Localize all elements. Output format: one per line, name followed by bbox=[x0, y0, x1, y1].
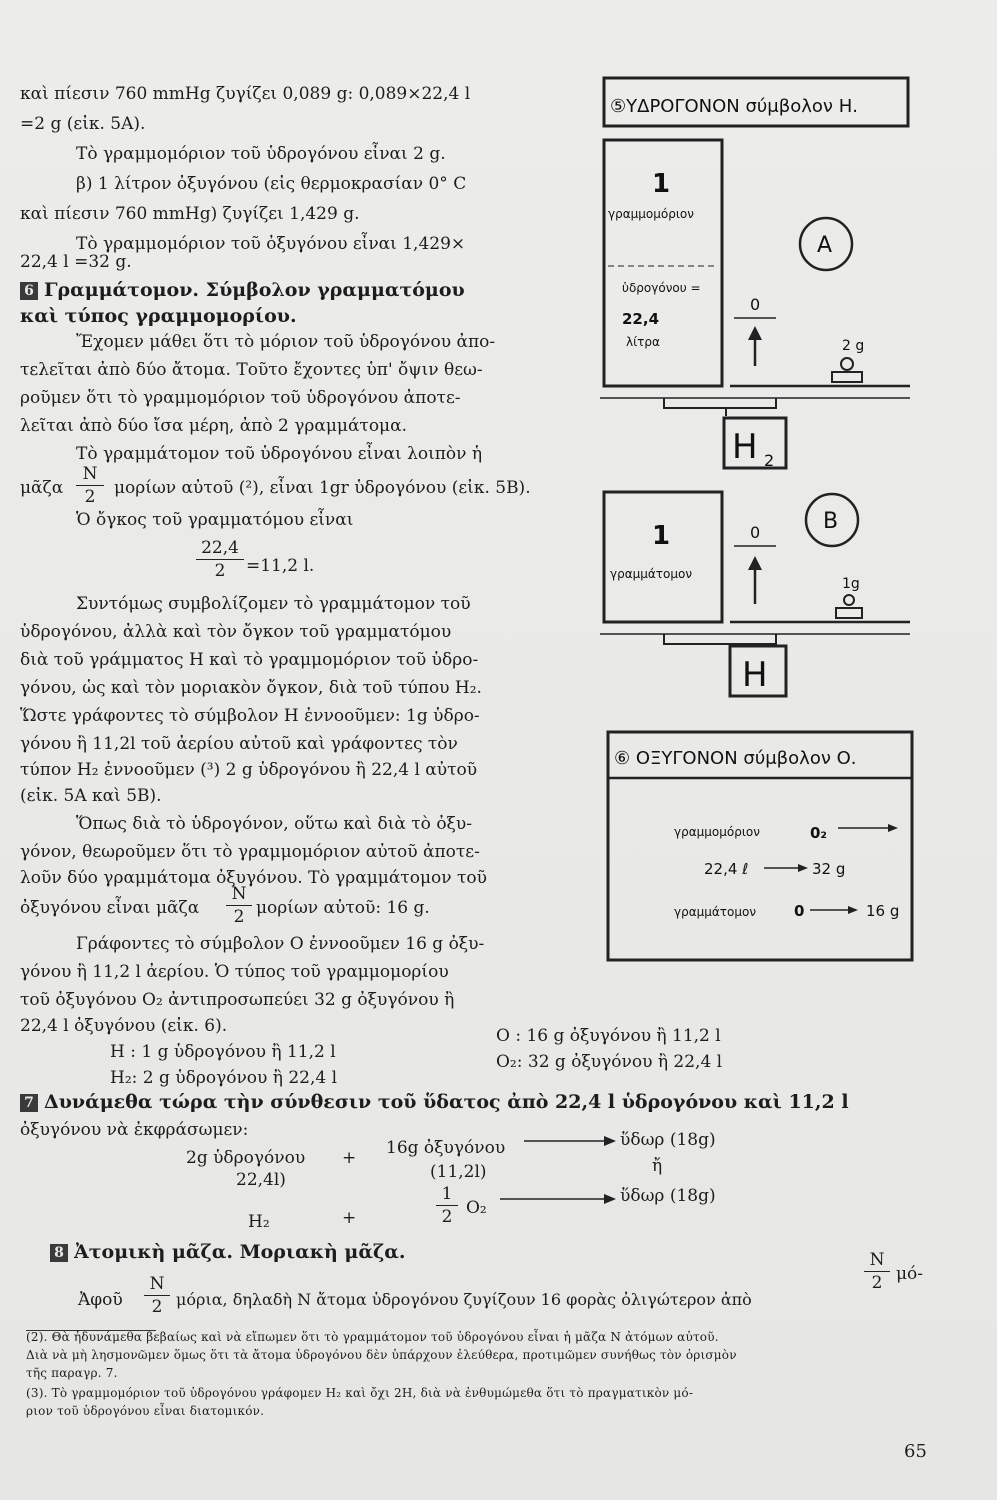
atom-o: 0 bbox=[750, 523, 761, 542]
weight-knob bbox=[844, 595, 854, 605]
symbol-h: H bbox=[742, 655, 768, 695]
section-title: Δυνάμεθα τώρα τὴν σύνθεσιν τοῦ ὕδατος ἀπὸ 22,4 l ὑδρογόνου καὶ 11,2 l bbox=[44, 1091, 849, 1113]
text-line: =2 g (εἰκ. 5Α). bbox=[20, 114, 146, 134]
text-line: μᾶζα bbox=[20, 478, 64, 498]
section-number: 7 bbox=[20, 1094, 38, 1112]
fraction-numerator: N bbox=[869, 1250, 885, 1270]
figure-title: ⑥ ΟΞΥΓΟΝΟΝ σύμβολον Ο. bbox=[614, 748, 857, 769]
text-line: καὶ πίεσιν 760 mmHg ζυγίζει 0,089 g: 0,089×22,4 l bbox=[20, 84, 471, 104]
text-line: ὀξυγόνου νὰ ἐκφράσωμεν: bbox=[20, 1120, 249, 1140]
text-line: Τὸ γραμμομόριον τοῦ ὑδρογόνου εἶναι 2 g. bbox=[76, 144, 446, 164]
container-b bbox=[604, 492, 722, 622]
fraction-denominator: 2 bbox=[214, 561, 226, 581]
container-a-label: γραμμομόριον bbox=[608, 207, 694, 221]
container-b-one: 1 bbox=[652, 521, 671, 551]
fraction bbox=[144, 1274, 170, 1317]
container-a-unit: λίτρα bbox=[626, 335, 660, 349]
row-symbol: 0 bbox=[794, 902, 805, 920]
weight-knob bbox=[841, 358, 853, 370]
text-line: τελεῖται ἀπὸ δύο ἄτομα. Τοῦτο ἔχοντες ὑπ' ὄψιν θεω- bbox=[20, 360, 483, 380]
text-line: καὶ πίεσιν 760 mmHg) ζυγίζει 1,429 g. bbox=[20, 204, 360, 224]
weight bbox=[836, 608, 862, 618]
row-label: γραμμομόριον bbox=[674, 825, 760, 839]
text-line: τοῦ ὀξυγόνου Ο₂ ἀντιπροσωπεύει 32 g ὀξυγόνου ἢ bbox=[20, 990, 455, 1010]
formula-line: Ο₂: 32 g ὀξυγόνου ἢ 22,4 l bbox=[496, 1052, 723, 1072]
text-line: Τὸ γραμμάτομον τοῦ ὑδρογόνου εἶναι λοιπὸν ἡ bbox=[76, 444, 483, 464]
formula-line: Ο : 16 g ὀξυγόνου ἢ 11,2 l bbox=[496, 1026, 721, 1046]
fraction-denominator: 2 bbox=[871, 1273, 883, 1293]
equation-term: (11,2l) bbox=[430, 1162, 487, 1182]
row-symbol: 0₂ bbox=[810, 824, 828, 842]
footnote-line: (3). Τὸ γραμμομόριον τοῦ ὑδρογόνου γράφομεν Η₂ καὶ ὄχι 2Η, διὰ νὰ ἐνθυμώμεθα ὅτι τὸ πραγματικὸν μό- bbox=[26, 1386, 694, 1400]
section-title: Γραμμάτομον. Σύμβολον γραμματόμου bbox=[44, 279, 465, 301]
container-b-label: γραμμάτομον bbox=[610, 567, 693, 581]
section-number: 6 bbox=[20, 282, 38, 300]
footnote-line: (2). Θὰ ἠδυνάμεθα βεβαίως καὶ νὰ εἴπωμεν ὅτι τὸ γραμμάτομον τοῦ ὑδρογόνου εἶναι ἡ μᾶζα Ν ἀτόμων αὐτοῦ. bbox=[26, 1330, 719, 1344]
fraction bbox=[864, 1250, 890, 1293]
arrow-head bbox=[798, 864, 808, 872]
section-heading bbox=[50, 1242, 405, 1262]
row-volume: 22,4 ℓ bbox=[704, 860, 749, 878]
marker-a-label: A bbox=[817, 233, 833, 258]
text-line: τύπον Η₂ ἐννοοῦμεν (³) 2 g ὑδρογόνου ἢ 22,4 l αὐτοῦ bbox=[20, 760, 478, 780]
text-line: γόνον, θεωροῦμεν ὅτι τὸ γραμμομόριον αὐτοῦ ἀποτε- bbox=[20, 842, 480, 862]
arrow-head bbox=[748, 556, 762, 570]
text-line: γόνου ἢ 11,2 l ἀερίου. Ὁ τύπος τοῦ γραμμομορίου bbox=[20, 962, 449, 982]
text-line: μό- bbox=[896, 1264, 924, 1284]
text-line: Ὅπως διὰ τὸ ὑδρογόνον, οὕτω καὶ διὰ τὸ ὀξυ- bbox=[76, 814, 472, 834]
text-line: γόνου ἢ 11,2l τοῦ ἀερίου αὐτοῦ καὶ γράφοντες τὸν bbox=[20, 734, 458, 754]
bracket bbox=[664, 634, 776, 644]
text-line: Τὸ γραμμομόριον τοῦ ὀξυγόνου εἶναι 1,429× bbox=[76, 234, 466, 254]
equation-term: 16g ὀξυγόνου bbox=[386, 1138, 506, 1158]
section-heading-cont: καὶ τύπος γραμμομορίου. bbox=[20, 305, 297, 327]
container-a-eq: ὑδρογόνου = bbox=[622, 281, 701, 295]
arrow-head bbox=[604, 1136, 616, 1146]
text-line: λοῦν δύο γραμμάτομα ὀξυγόνου. Τὸ γραμμάτομον τοῦ bbox=[20, 868, 487, 888]
text-line: Ὁ ὄγκος τοῦ γραμματόμου εἶναι bbox=[76, 510, 354, 530]
text-line: ὑδρογόνου, ἀλλὰ καὶ τὸν ὄγκον τοῦ γραμματόμου bbox=[20, 622, 452, 642]
weight bbox=[832, 372, 862, 382]
equation-or: ἤ bbox=[652, 1156, 663, 1176]
section-title: Ἀτομικὴ μᾶζα. Μοριακὴ μᾶζα. bbox=[74, 1241, 406, 1263]
text-line: διὰ τοῦ γράμματος Η καὶ τὸ γραμμομόριον τοῦ ὑδρο- bbox=[20, 650, 479, 670]
section-number: 8 bbox=[50, 1244, 68, 1262]
container-a-vol: 22,4 bbox=[622, 310, 660, 328]
text-line: μορίων αὐτοῦ (²), εἶναι 1gr ὑδρογόνου (εἰκ. 5Β). bbox=[114, 478, 531, 498]
fraction-denominator: 2 bbox=[84, 487, 96, 507]
weight-label: 1g bbox=[842, 576, 860, 592]
equation-term: 2g ὑδρογόνου bbox=[186, 1148, 306, 1168]
equation-term: Ο₂ bbox=[466, 1198, 487, 1218]
arrow-head bbox=[888, 824, 898, 832]
text-line: μόρια, δηλαδὴ Ν ἄτομα ὑδρογόνου ζυγίζουν 16 φορὰς ὀλιγώτερον ἀπὸ bbox=[176, 1290, 752, 1309]
bracket bbox=[664, 398, 776, 408]
fraction-denominator: 2 bbox=[233, 907, 245, 927]
fraction-denominator: 2 bbox=[151, 1297, 163, 1317]
text-line: Γράφοντες τὸ σύμβολον Ο ἐννοοῦμεν 16 g ὀξυ- bbox=[76, 934, 485, 954]
page-number: 65 bbox=[904, 1441, 927, 1462]
fraction-numerator: 22,4 bbox=[201, 538, 239, 558]
row-value: 32 g bbox=[812, 860, 846, 878]
row-value: 16 g bbox=[866, 902, 900, 920]
text-line: Ἀφοῦ bbox=[78, 1290, 123, 1310]
arrow-head bbox=[848, 906, 858, 914]
fraction-denominator: 2 bbox=[441, 1207, 453, 1227]
formula-line: Η : 1 g ὑδρογόνου ἢ 11,2 l bbox=[110, 1042, 336, 1062]
fraction-numerator: N bbox=[231, 884, 247, 904]
weight-label: 2 g bbox=[842, 338, 865, 354]
formula-line: Η₂: 2 g ὑδρογόνου ἢ 22,4 l bbox=[110, 1068, 338, 1088]
text-line: ὀξυγόνου εἶναι μᾶζα bbox=[20, 898, 200, 918]
equation-plus: + bbox=[342, 1148, 357, 1168]
text-line: λεῖται ἀπὸ δύο ἴσα μέρη, ἀπὸ 2 γραμμάτομα. bbox=[20, 416, 407, 436]
text-line: γόνου, ὡς καὶ τὸν μοριακὸν ὄγκον, διὰ τοῦ τύπου Η₂. bbox=[20, 678, 482, 698]
arrow-head bbox=[748, 326, 762, 340]
text-line: 22,4 l =32 g. bbox=[20, 252, 132, 272]
formula-h: H bbox=[732, 427, 758, 467]
equation-plus: + bbox=[342, 1208, 357, 1228]
container-a-one: 1 bbox=[652, 169, 671, 199]
text-line: Ἔχομεν μάθει ὅτι τὸ μόριον τοῦ ὑδρογόνου ἀπο- bbox=[76, 332, 496, 352]
text-line: =11,2 l. bbox=[246, 556, 315, 576]
fraction-numerator: N bbox=[149, 1274, 165, 1294]
text-line: 22,4 l ὀξυγόνου (εἰκ. 6). bbox=[20, 1016, 228, 1036]
figure-hydrogen bbox=[596, 74, 916, 704]
text-line: ροῦμεν ὅτι τὸ γραμμομόριον τοῦ ὑδρογόνου ἀποτε- bbox=[20, 388, 461, 408]
equation-term: Η₂ bbox=[248, 1212, 270, 1232]
text-line: Συντόμως συμβολίζομεν τὸ γραμμάτομον τοῦ bbox=[76, 594, 471, 614]
text-line: (εἰκ. 5Α καὶ 5Β). bbox=[20, 786, 162, 806]
text-line: μορίων αὐτοῦ: 16 g. bbox=[256, 898, 430, 918]
figure-title: ⑤ΥΔΡΟΓΟΝΟΝ σύμβολον Η. bbox=[610, 96, 858, 117]
equation-term: ὕδωρ (18g) bbox=[620, 1186, 716, 1206]
figure-oxygen bbox=[604, 728, 916, 964]
molecule-o: 0 bbox=[750, 295, 761, 314]
formula-sub: 2 bbox=[764, 451, 775, 470]
marker-b-label: B bbox=[823, 509, 839, 534]
row-label: γραμμάτομον bbox=[674, 905, 757, 919]
text-line: β) 1 λίτρον ὀξυγόνου (εἰς θερμοκρασίαν 0° C bbox=[76, 174, 467, 194]
footnote-line: Διὰ νὰ μὴ λησμονῶμεν ὅμως ὅτι τὰ ἄτομα ὑδρογόνου δὲν ὑπάρχουν ἐλεύθερα, προτιμῶμεν συνήθως τὸν ὁρισμὸν bbox=[26, 1348, 737, 1362]
fraction-numerator: 1 bbox=[441, 1184, 453, 1204]
equation-term: ὕδωρ (18g) bbox=[620, 1130, 716, 1150]
equation-term: 22,4l) bbox=[236, 1170, 286, 1190]
fraction-numerator: N bbox=[82, 464, 98, 484]
footnote-line: ριον τοῦ ὑδρογόνου εἶναι διατομικόν. bbox=[26, 1404, 265, 1418]
text-line: Ὥστε γράφοντες τὸ σύμβολον Η ἐννοοῦμεν: 1g ὑδρο- bbox=[20, 706, 480, 726]
arrow-head bbox=[604, 1194, 616, 1204]
footnote-line: τῆς παραγρ. 7. bbox=[26, 1366, 118, 1380]
